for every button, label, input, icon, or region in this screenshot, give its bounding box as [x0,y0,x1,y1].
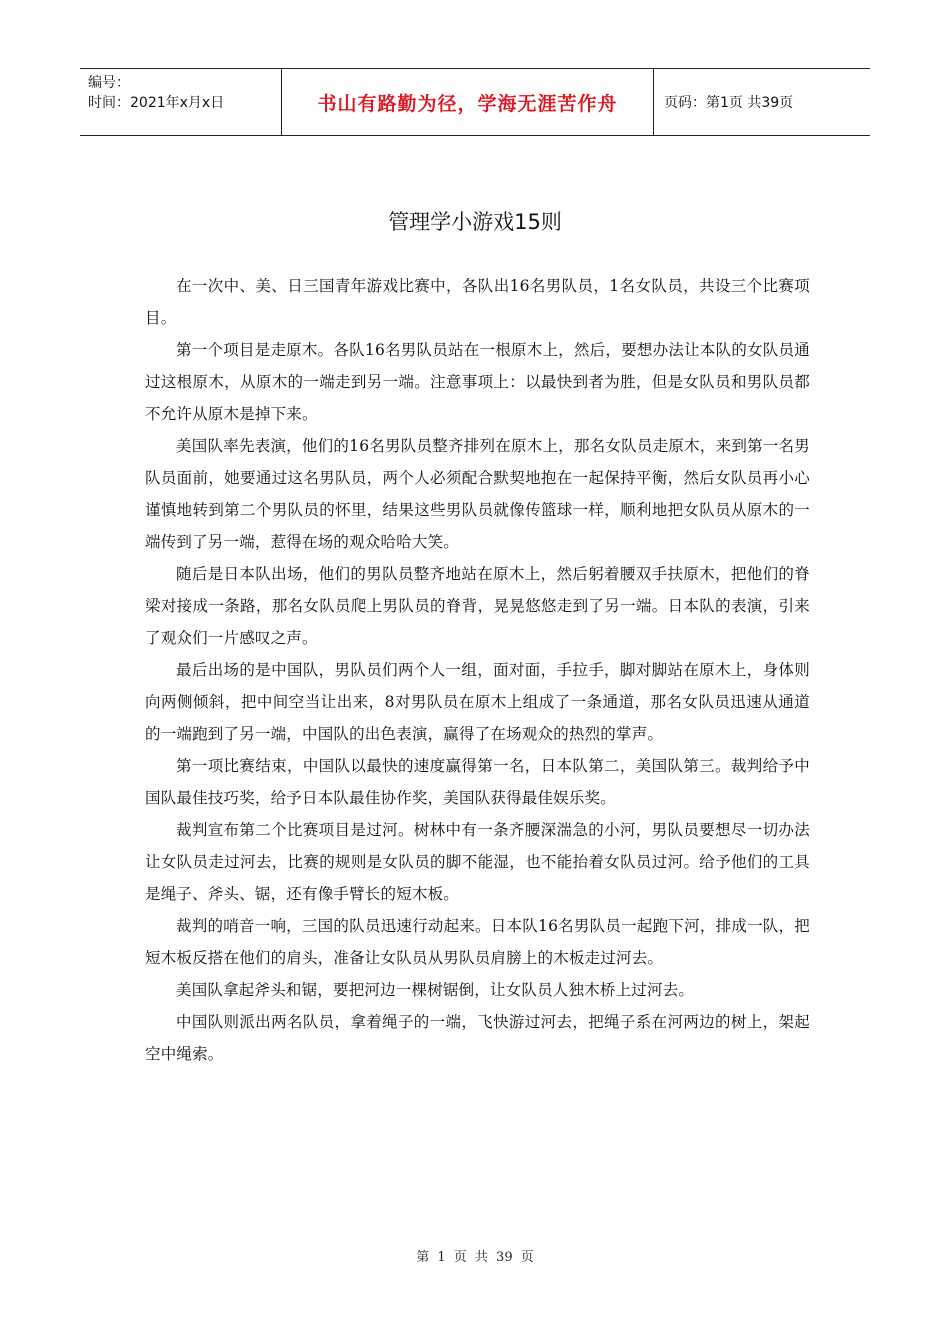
paragraph: 美国队拿起斧头和锯，要把河边一棵树锯倒，让女队员人独木桥上过河去。 [176,981,695,999]
header-motto: 书山有路勤为径，学海无涯苦作舟 [317,92,618,115]
header-motto-cell [281,69,654,135]
paragraph: 在一次中、美、日三国青年游戏比赛中，各队出16名男队员，1名女队员，共设三个比赛项目。 [145,277,810,327]
document-title: 管理学小游戏15则 [388,210,562,234]
paragraph: 中国队则派出两名队员，拿着绳子的一端，飞快游过河去，把绳子系在河两边的树上，架起空中绳索。 [145,1013,810,1063]
document-number-label: 编号： [88,75,130,91]
page-header [80,68,870,136]
paragraph: 随后是日本队出场，他们的男队员整齐地站在原木上，然后躬着腰双手扶原木，把他们的脊梁对接成一条路，那名女队员爬上男队员的脊背，晃晃悠悠走到了另一端。日本队的表演，引来了观众们一片感叹之声。 [145,565,810,647]
header-page-code: 页码：第1页 共39页 [664,95,794,111]
paragraph: 第一项比赛结束，中国队以最快的速度赢得第一名，日本队第二，美国队第三。裁判给予中国队最佳技巧奖，给予日本队最佳协作奖，美国队获得最佳娱乐奖。 [145,757,810,807]
page-footer: 第 1 页 共 39 页 [416,1250,534,1265]
document-time-label: 时间：2021年x月x日 [88,95,225,111]
paragraph: 最后出场的是中国队，男队员们两个人一组，面对面，手拉手，脚对脚站在原木上，身体则向两侧倾斜，把中间空当让出来，8对男队员在原木上组成了一条通道，那名女队员迅速从通道的一端跑到了另一端，中国队的出色表演，赢得了在场观众的热烈的掌声。 [145,661,810,743]
header-meta [80,69,281,135]
paragraph: 裁判宣布第二个比赛项目是过河。树林中有一条齐腰深湍急的小河，男队员要想尽一切办法让女队员走过河去，比赛的规则是女队员的脚不能湿，也不能抬着女队员过河。给予他们的工具是绳子、斧头、锯，还有像手臂长的短木板。 [145,821,810,903]
paragraph: 美国队率先表演，他们的16名男队员整齐排列在原木上，那名女队员走原木，来到第一名男队员面前，她要通过这名男队员，两个人必须配合默契地抱在一起保持平衡，然后女队员再小心谨慎地转到第二个男队员的怀里，结果这些男队员就像传篮球一样，顺利地把女队员从原木的一端传到了另一端，惹得在场的观众哈哈大笑。 [145,437,810,551]
header-page-code-cell [654,69,870,135]
document-body [145,270,810,1070]
paragraph: 裁判的哨音一响，三国的队员迅速行动起来。日本队16名男队员一起跑下河，排成一队，把短木板反搭在他们的肩头，准备让女队员从男队员肩膀上的木板走过河去。 [145,917,810,967]
paragraph: 第一个项目是走原木。各队16名男队员站在一根原木上，然后，要想办法让本队的女队员通过这根原木，从原木的一端走到另一端。注意事项上：以最快到者为胜，但是女队员和男队员都不允许从原木是掉下来。 [145,341,810,423]
